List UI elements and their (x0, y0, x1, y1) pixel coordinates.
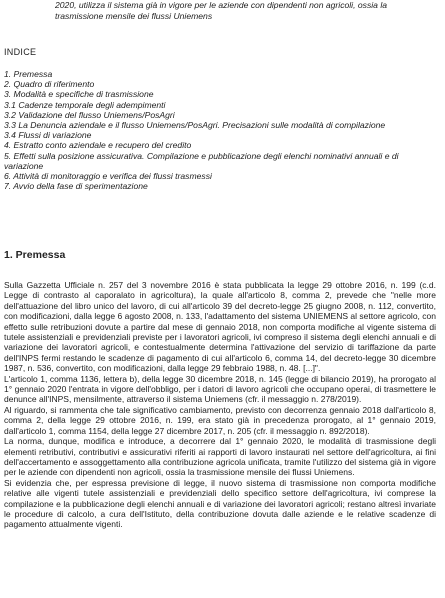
toc-item: 3.3 La Denuncia aziendale e il flusso Uniemens/PosAgri. Precisazioni sulle modalità di compilazione (4, 120, 386, 131)
section-heading: 1. Premessa (4, 249, 66, 261)
intro-text: 2020, utilizza il sistema già in vigore per le aziende con dipendenti non agricoli, ossia la trasmissione mensile dei flussi Uniemens (55, 0, 388, 21)
toc-item: 2. Quadro di riferimento (4, 79, 95, 90)
toc-item: 4. Estratto conto aziendale e recupero del credito (4, 140, 192, 151)
toc-item: 3. Modalità e specifiche di trasmissione (4, 89, 154, 100)
toc-item: 5. Effetti sulla posizione assicurativa. Compilazione e pubblicazione degli elenchi nominativi annuali e di variazione (4, 150, 399, 171)
section-body (4, 280, 436, 530)
toc-item: 3.1 Cadenze temporale degli adempimenti (4, 99, 166, 110)
body-paragraph: Al riguardo, si rammenta che tale significativo cambiamento, previsto con decorrenza gennaio 2018 dall'articolo 8, comma 2, della legge 29 ottobre 2016, n. 199, era stato già in precedenza prorogato, al 1° gennaio 2019, dall'articolo 1, comma 1154, della legge 27 dicembre 2017, n. 205 (cfr. il messaggio n. 892/2018). (4, 404, 436, 436)
index-heading: INDICE (4, 47, 37, 57)
toc-item: 3.4 Flussi di variazione (4, 130, 92, 141)
toc-item: 3.2 Validazione del flusso Uniemens/PosAgri (4, 109, 175, 120)
body-paragraph: Sulla Gazzetta Ufficiale n. 257 del 3 novembre 2016 è stata pubblicata la legge 29 ottobre 2016, n. 199 (c.d. Legge di contrasto al caporalato in agricoltura), la quale all'articolo 8, comma 2, prevede che "nelle more dell'attuazione del libro unico del lavoro, di cui all'articolo 39 del decreto-legge 25 giugno 2008, n. 112, convertito, con modificazioni, dalla legge 6 agosto 2008, n. 133, l'adattamento del sistema UNIEMENS al settore agricolo, con effetto sulle retribuzioni dovute a partire dal mese di gennaio 2018, non comporta modifiche al vigente sistema di tutele assistenziali e previdenziali previste per i lavoratori agricoli, ivi compreso il sistema degli elenchi annuali e di variazione dei lavoratori agricoli, e contestualmente determina l'attivazione del servizio di tariffazione da parte dell'INPS fermi restando le scadenze di pagamento di cui all'articolo 6, comma 14, del decreto-legge 30 dicembre 1987, n. 536, convertito, con modificazioni, dalla legge 29 febbraio 1988, n. 48. [...]". (4, 280, 436, 374)
table-of-contents (4, 69, 434, 191)
body-paragraph: Si evidenzia che, per espressa previsione di legge, il nuovo sistema di trasmissione non comporta modifiche relative alle vigenti tutele assistenziali e previdenziali dello specifico settore dell'agricoltura, ivi comprese la compilazione e la pubblicazione degli elenchi annuali e di variazione dei lavoratori agricoli; restano altresì invariate le procedure di calcolo, a cura dell'Istituto, della contribuzione dovuta dalle aziende e le relative scadenze di pagamento attualmente vigenti. (4, 477, 436, 530)
toc-item: 7. Avvio della fase di sperimentazione (4, 181, 148, 192)
body-paragraph: L'articolo 1, comma 1136, lettera b), della legge 30 dicembre 2018, n. 145 (legge di bilancio 2019), ha prorogato al 1° gennaio 2020 l'entrata in vigore dell'obbligo, per i datori di lavoro agricoli che occupano operai, di trasmettere le denunce all'INPS, mensilmente, attraverso il sistema Uniemens (cfr. il messaggio n. 278/2019). (4, 373, 436, 405)
body-paragraph: La norma, dunque, modifica e introduce, a decorrere dal 1° gennaio 2020, le modalità di trasmissione degli elementi retributivi, contributivi e assicurativi riferiti ai rapporti di lavoro instaurati nel settore dell'agricoltura, ai fini dell'accertamento e assoggettamento alla contribuzione agricola unificata, tramite l'utilizzo del sistema già in vigore per le aziende con dipendenti non agricoli, ossia la trasmissione mensile dei flussi Uniemens. (4, 436, 436, 478)
toc-item: 1. Premessa (4, 69, 53, 79)
toc-item: 6. Attività di monitoraggio e verifica dei flussi trasmessi (4, 171, 212, 182)
